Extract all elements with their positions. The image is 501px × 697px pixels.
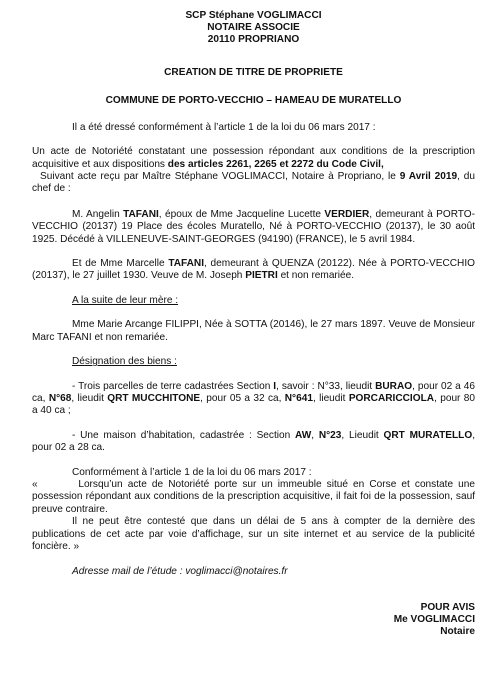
signature-name: Me VOGLIMACCI [393, 613, 475, 625]
conformement-paragraph: Conformément à l’article 1 de la loi du 06 mars 2017 : [72, 466, 312, 478]
email-line: Adresse mail de l’étude : voglimacci@notaires.fr [72, 566, 288, 578]
signature-block [32, 602, 475, 638]
bien-2-paragraph: - Une maison d’habitation, cadastrée : Section AW, N°23, Lieudit QRT MURATELLO, pour 02 a 28 ca. [32, 429, 475, 454]
biens-heading: Désignation des biens : [72, 356, 177, 368]
notary-role: NOTAIRE ASSOCIE [207, 22, 300, 33]
commune-heading: COMMUNE DE PORTO-VECCHIO – HAMEAU DE MURATELLO [105, 95, 402, 107]
signature-title: Notaire [440, 625, 475, 637]
suite-heading: A la suite de leur mère : [72, 294, 179, 306]
bien-1-paragraph: - Trois parcelles de terre cadastrées Section I, savoir : N°33, lieudit BURAO, pour 02 a 46 ca, N°68, lieudit QRT MUCCHITONE, pour 05 a 32 ca, N°641, lieudit PORCARICCIOLA, pour 80 a 40 ca ; [32, 380, 475, 417]
signature-pour-avis: POUR AVIS [420, 601, 475, 613]
notary-firm-name: SCP Stéphane VOGLIMACCI [185, 10, 322, 21]
quote-paragraph-2: Il ne peut être contesté que dans un délai de 5 ans à compter de la dernière des publications de cet acte par voie d’affichage, sur un site internet et au service de la publicité foncière. » [32, 516, 475, 552]
intro-paragraph: Il a été dressé conformément à l’article 1 de la loi du 06 mars 2017 : [72, 121, 376, 133]
person-3-paragraph: Mme Marie Arcange FILIPPI, Née à SOTTA (20146), le 27 mars 1897. Veuve de Monsieur Marc TAFANI et non remariée. [32, 319, 475, 343]
acte-paragraph: Un acte de Notoriété constatant une possession répondant aux conditions de la prescription acquisitive et aux dispositions des articles 2261, 2265 et 2272 du Code Civil, [32, 146, 475, 170]
notary-city: 20110 PROPRIANO [207, 34, 300, 45]
notice-title: CREATION DE TITRE DE PROPRIETE [164, 67, 343, 78]
quote-paragraph-1: « Lorsqu’un acte de Notoriété porte sur un immeuble situé en Corse et constate une possession répondant aux conditions de la prescription acquisitive, il fait foi de la possession, sauf preuve contraire. [32, 478, 478, 515]
person-1-paragraph: M. Angelin TAFANI, époux de Mme Jacqueline Lucette VERDIER, demeurant à PORTO-VECCHIO (20137) 19 Place des écoles Muratello, Né à PORTO-VECCHIO (20137), le 30 août 1925. Décédé à VILLENEUVE-SAINT-GEORGES (94190) (FRANCE), le 5 avril 1984. [32, 208, 475, 245]
notary-header [32, 10, 475, 46]
acte-recu-paragraph: Suivant acte reçu par Maître Stéphane VOGLIMACCI, Notaire à Propriano, le 9 Avril 2019, du chef de : [32, 171, 475, 195]
person-2-paragraph: Et de Mme Marcelle TAFANI, demeurant à QUENZA (20122). Née à PORTO-VECCHIO (20137), le 27 juillet 1930. Veuve de M. Joseph PIETRI et non remariée. [32, 258, 475, 282]
